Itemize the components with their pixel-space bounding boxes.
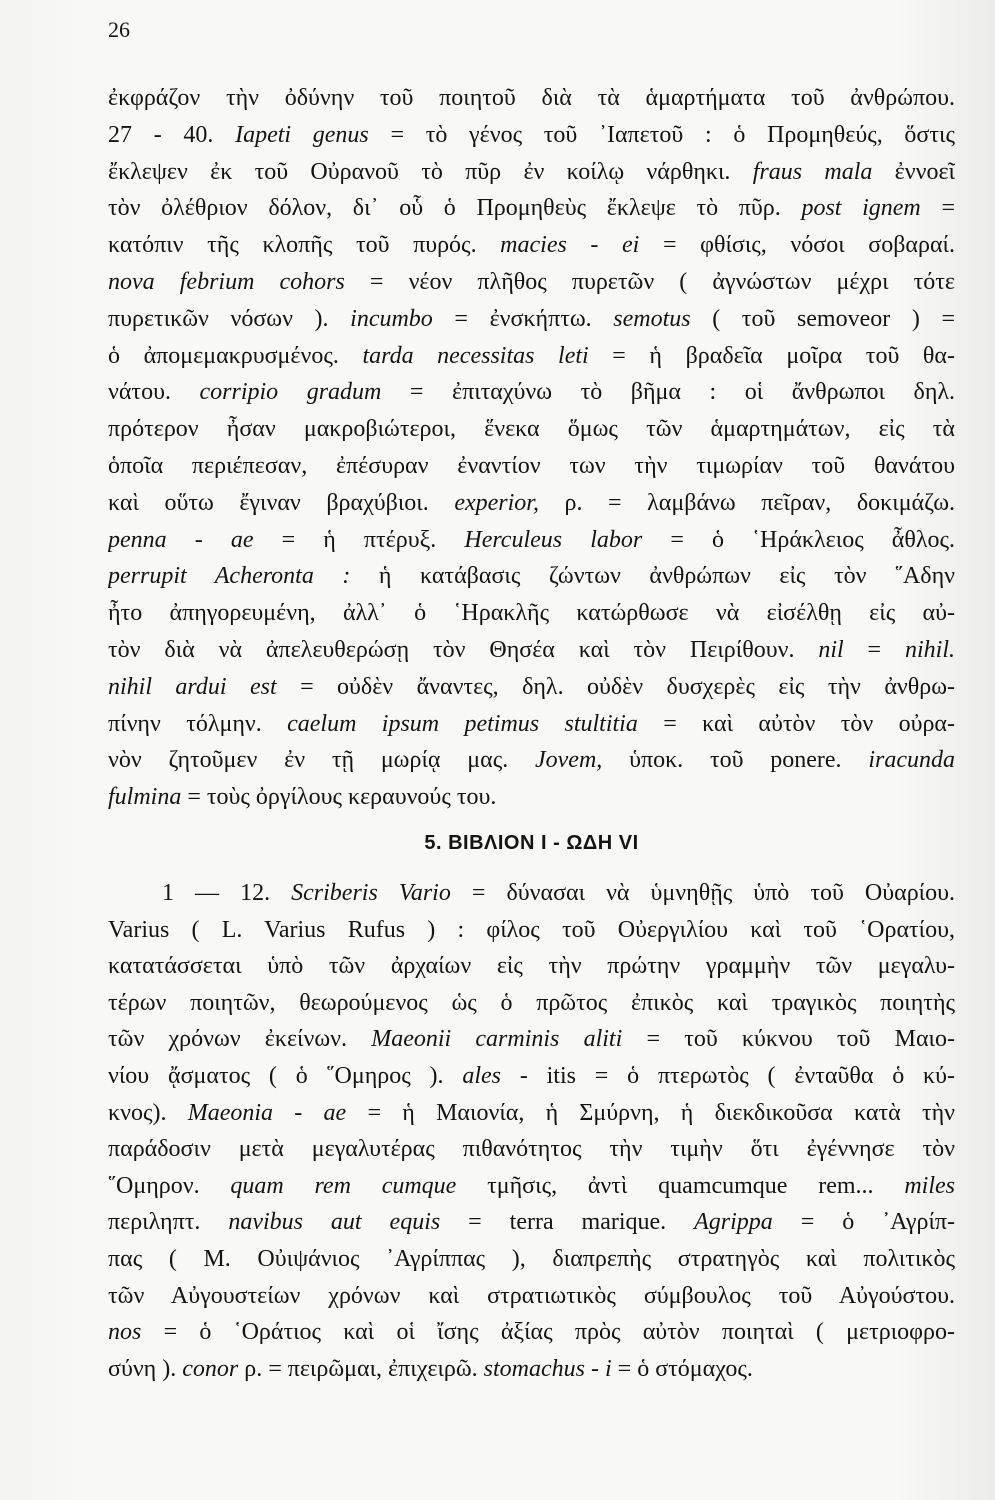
commentary-section-ode-vi (108, 875, 955, 1387)
greek-text: ( τοῦ semoveor ) = (690, 305, 955, 332)
greek-text: - itis = ὁ πτερωτὸς ( ἐνταῦθα ὁ κύ- (501, 1062, 955, 1089)
latin-term: fulmina (108, 784, 182, 811)
latin-term: semotus (613, 305, 691, 332)
latin-term: incumbo (350, 305, 433, 332)
text-line (108, 1021, 955, 1058)
latin-term: post ignem (801, 195, 921, 222)
text-line (108, 912, 955, 949)
latin-term: nihil. (904, 636, 955, 663)
greek-text: πρότερον ἦσαν μακροβιώτεροι, ἕνεκα ὅμως τῶν ἁμαρτημάτων, εἰς τὰ (108, 416, 955, 443)
text-line (108, 706, 955, 743)
text-line (108, 558, 955, 595)
text-line (108, 595, 955, 632)
latin-term: experior, (454, 489, 539, 516)
greek-text: = τοῦ κύκνου τοῦ Μαιο- (622, 1026, 955, 1053)
greek-text: = ὁ ῾Οράτιος καὶ οἱ ἴσης ἀξίας πρὸς αὐτὸν ποιηταὶ ( μετριοφρο- (141, 1319, 955, 1346)
greek-text: ρ. = λαμβάνω πεῖραν, δοκιμάζω. (538, 489, 955, 516)
latin-term: nihil ardui est (108, 673, 277, 700)
greek-text: ἦτο ἀπηγορευμένη, ἀλλ᾿ ὁ ῾Ηρακλῆς κατώρθωσε νὰ εἰσέλθῃ εἰς αὐ- (108, 600, 955, 627)
latin-term: macies - ei (500, 232, 640, 259)
latin-term: tarda necessitas leti (362, 342, 589, 369)
text-line (108, 80, 955, 117)
section-heading: 5. ΒΙΒΛΙΟΝ Ι - ΩΔΗ VI (424, 832, 639, 854)
greek-text: νάτου. (108, 379, 200, 406)
text-line (108, 374, 955, 411)
latin-term: caelum ipsum petimus stultitia (287, 710, 638, 737)
latin-term: corripio gradum (199, 379, 382, 406)
latin-term: iracunda (868, 747, 955, 774)
latin-term: Herculeus labor (464, 526, 643, 553)
greek-text: = terra marique. (440, 1209, 695, 1236)
latin-term: penna - ae (108, 526, 254, 553)
greek-text: παράδοσιν μετὰ μεγαλυτέρας πιθανότητος τὴν τιμὴν ὅτι ἐγέννησε τὸν (108, 1136, 955, 1163)
text-line (108, 1204, 955, 1241)
greek-text: = ἐνσκήπτω. (432, 305, 614, 332)
greek-text: τέρων ποιητῶν, θεωρούμενος ὡς ὁ πρῶτος ἐπικὸς καὶ τραγικὸς ποιητὴς (108, 989, 955, 1016)
greek-text: = (920, 195, 955, 222)
text-line (108, 742, 955, 779)
greek-text: = (843, 636, 905, 663)
text-line (108, 227, 955, 264)
greek-text: ὁ ἀπομεμακρυσμένος. (108, 342, 363, 369)
latin-term: quam rem cumque (230, 1172, 457, 1199)
greek-text: Varius ( L. Varius Rufus ) : φίλος τοῦ Οὐεργιλίου καὶ τοῦ ῾Ορατίου, (108, 916, 955, 943)
greek-text: ἐννοεῖ (872, 158, 955, 185)
greek-text: = τοὺς ὀργίλους κεραυνούς του. (181, 784, 497, 811)
text-line (108, 190, 955, 227)
text-line (108, 948, 955, 985)
greek-text: = τὸ γένος τοῦ ᾿Ιαπετοῦ : ὁ Προμηθεύς, ὅστις (368, 121, 955, 148)
greek-text: περιληπτ. (108, 1209, 229, 1236)
greek-text: πυρετικῶν νόσων ). (108, 305, 351, 332)
greek-text: = ἐπιταχύνω τὸ βῆμα : οἱ ἄνθρωποι δηλ. (381, 379, 955, 406)
greek-text: = ἡ πτέρυξ. (253, 526, 465, 553)
greek-text: ἐκφράζον τὴν ὀδύνην τοῦ ποιητοῦ διὰ τὰ ἁμαρτήματα τοῦ ἀνθρώπου. (108, 85, 955, 111)
latin-term: Jovem, (535, 747, 603, 774)
latin-term: Iapeti genus (235, 121, 369, 148)
text-line (108, 1278, 955, 1315)
greek-text: κνος). (108, 1099, 188, 1126)
text-line (108, 485, 955, 522)
text-line (108, 669, 955, 706)
latin-term: perrupit Acheronta : (108, 563, 351, 590)
text-line (108, 264, 955, 301)
greek-text: νὸν ζητοῦμεν ἐν τῇ μωρίᾳ μας. (108, 747, 535, 774)
text-line (108, 985, 955, 1022)
text-line (108, 1168, 955, 1205)
text-line (108, 1131, 955, 1168)
text-line (108, 875, 955, 912)
greek-text: = ἡ βραδεῖα μοῖρα τοῦ θα- (588, 342, 955, 369)
text-line (108, 1241, 955, 1278)
latin-term: nil (818, 636, 844, 663)
greek-text: ὑποκ. τοῦ ponere. (602, 747, 869, 774)
greek-text: = φθίσις, νόσοι σοβαραί. (639, 232, 955, 259)
latin-term: stomachus - i (483, 1355, 612, 1382)
latin-term: navibus aut equis (228, 1209, 441, 1236)
text-line (108, 1095, 955, 1132)
greek-text: = ἡ Μαιονία, ἡ Σμύρνη, ἡ διεκδικοῦσα κατὰ τὴν (346, 1099, 955, 1126)
latin-term: conor (182, 1355, 239, 1382)
text-line (108, 411, 955, 448)
text-line (108, 338, 955, 375)
greek-text: τὸν ὀλέθριον δόλον, δι᾿ οὗ ὁ Προμηθεὺς ἔκλεψε τὸ πῦρ. (108, 195, 802, 222)
latin-term: Maeonii carminis aliti (371, 1026, 623, 1053)
greek-text: κατατάσσεται ὑπὸ τῶν ἀρχαίων εἰς τὴν πρώτην γραμμὴν τῶν μεγαλυ- (108, 953, 955, 980)
latin-term: Maeonia - ae (187, 1099, 347, 1126)
greek-text: = νέον πλῆθος πυρετῶν ( ἀγνώστων μέχρι τότε (344, 268, 955, 295)
greek-text: = οὐδὲν ἄναντες, δηλ. οὐδὲν δυσχερὲς εἰς τὴν ἀνθρω- (276, 673, 955, 700)
greek-text: = ὁ ᾿Αγρίπ- (772, 1209, 955, 1236)
greek-text: τῶν Αὐγουστείων χρόνων καὶ στρατιωτικὸς σύμβουλος τοῦ Αὐγούστου. (108, 1282, 955, 1309)
text-line (108, 117, 955, 154)
latin-term: Agrippa (694, 1209, 773, 1236)
commentary-section-ode-v (108, 80, 955, 816)
text-line (108, 522, 955, 559)
greek-text: 27 - 40. (108, 121, 236, 148)
latin-term: fraus mala (752, 158, 873, 185)
text-line (108, 632, 955, 669)
greek-text: ρ. = πειρῶμαι, ἐπιχειρῶ. (238, 1355, 484, 1382)
text-line (108, 448, 955, 485)
greek-text: = καὶ αὐτὸν τὸν οὐρα- (637, 710, 955, 737)
greek-text: ἔκλεψεν ἐκ τοῦ Οὐρανοῦ τὸ πῦρ ἐν κοίλῳ νάρθηκι. (108, 158, 753, 185)
greek-text: τὸν διὰ νὰ ἀπελευθερώσῃ τὸν Θησέα καὶ τὸν Πειρίθουν. (108, 636, 819, 663)
greek-text: = δύνασαι νὰ ὑμνηθῇς ὑπὸ τοῦ Οὐαρίου. (450, 880, 955, 906)
latin-term: miles (904, 1172, 955, 1199)
greek-text: πίνην τόλμην. (108, 710, 288, 737)
greek-text: ῞Ομηρον. (108, 1172, 231, 1199)
greek-text: πας ( M. Οὐιψάνιος ᾿Αγρίππας ), διαπρεπὴς στρατηγὸς καὶ πολιτικὸς (108, 1245, 955, 1272)
text-line (108, 154, 955, 191)
greek-text: ἡ κατάβασις ζώντων ἀνθρώπων εἰς τὸν ῞Αδην (350, 563, 955, 590)
greek-text: = ὁ ῾Ηράκλειος ἆθλος. (642, 526, 955, 553)
page-number: 26 (108, 17, 130, 42)
latin-term: nova febrium cohors (108, 268, 345, 295)
greek-text: τμῆσις, ἀντὶ quamcumque rem... (456, 1172, 905, 1199)
latin-term: nos (108, 1319, 142, 1346)
greek-text: τῶν χρόνων ἐκείνων. (108, 1026, 372, 1053)
text-line (108, 1058, 955, 1095)
greek-text: κατόπιν τῆς κλοπῆς τοῦ πυρός. (108, 232, 501, 259)
greek-text: σύνη ). (108, 1355, 183, 1382)
greek-text: = ὁ στόμαχος. (611, 1355, 753, 1382)
text-line (108, 301, 955, 338)
latin-term: Scriberis Vario (291, 880, 451, 906)
greek-text: νίου ᾄσματος ( ὁ ῞Ομηρος ). (108, 1062, 463, 1089)
text-line (108, 1351, 955, 1388)
latin-term: ales (462, 1062, 502, 1089)
greek-text: καὶ οὕτω ἔγιναν βραχύβιοι. (108, 489, 455, 516)
text-line (108, 1314, 955, 1351)
greek-text: ὁποῖα περιέπεσαν, ἐπέσυραν ἐναντίον των τὴν τιμωρίαν τοῦ θανάτου (108, 452, 955, 479)
greek-text: 1 — 12. (162, 880, 292, 906)
text-line (108, 779, 955, 816)
